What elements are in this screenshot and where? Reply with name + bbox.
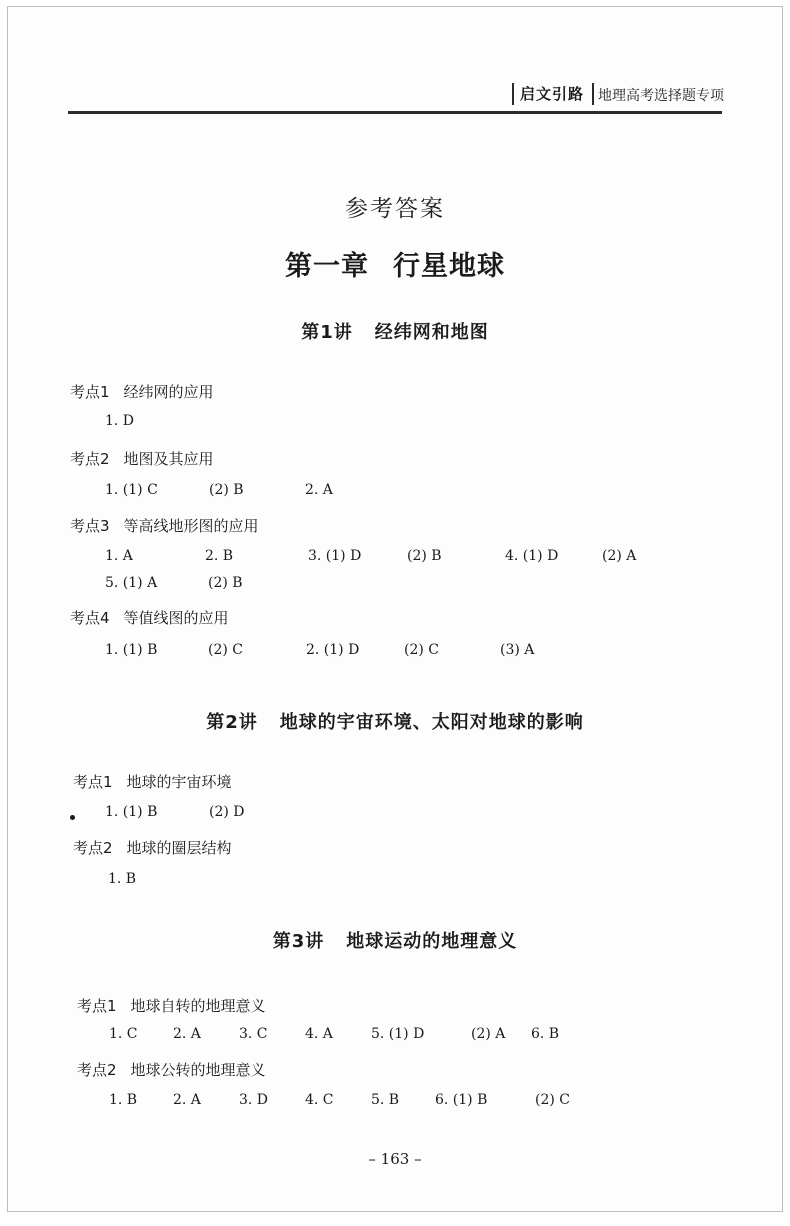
answer-title: 参考答案 (345, 196, 445, 222)
answer-item: 5. B (371, 1092, 400, 1108)
answer-item: 2. A (173, 1026, 201, 1042)
topic-label: 考点3 (70, 517, 110, 535)
topic-name: 地图及其应用 (123, 450, 214, 468)
page (7, 6, 783, 1212)
topic-heading (70, 515, 259, 536)
answer-item: (2) A (602, 548, 637, 564)
page-number: – 163 – (368, 1150, 422, 1168)
topic-label: 考点1 (77, 997, 117, 1015)
topic-label: 考点4 (70, 609, 110, 627)
brand-name: 启文引路 (520, 85, 585, 103)
topic-heading (70, 607, 229, 628)
answer-item: (2) B (209, 482, 244, 498)
topic-name: 等高线地形图的应用 (123, 517, 259, 535)
answer-item: 2. A (305, 482, 333, 498)
answer-item: 2. (1) D (306, 642, 360, 658)
topic-name: 经纬网的应用 (123, 383, 214, 401)
topic-name: 地球自转的地理意义 (130, 997, 266, 1015)
answer-item: 3. (1) D (308, 548, 362, 564)
lecture-number: 第2讲 (206, 712, 258, 733)
answer-item: 1. (1) C (105, 482, 158, 498)
topic-heading (77, 995, 266, 1016)
stray-mark (70, 815, 75, 820)
lecture-1-title (8, 318, 782, 344)
lecture-3-title (8, 927, 782, 953)
lecture-number: 第3讲 (272, 931, 325, 952)
lecture-name: 经纬网和地图 (374, 322, 489, 343)
answer-item: 5. (1) A (105, 575, 158, 591)
lecture-name: 地球运动的地理意义 (346, 931, 518, 952)
answer-item: 1. B (108, 871, 137, 887)
topic-heading (70, 448, 214, 469)
topic-label: 考点1 (73, 773, 113, 791)
answer-item: 4. A (305, 1026, 333, 1042)
answer-item: 6. B (531, 1026, 560, 1042)
answer-item: 6. (1) B (435, 1092, 488, 1108)
answer-item: 1. B (109, 1092, 138, 1108)
answer-item: (2) A (471, 1026, 506, 1042)
answer-item: 3. C (239, 1026, 268, 1042)
chapter-title (8, 244, 782, 283)
answer-item: (2) C (208, 642, 243, 658)
topic-label: 考点2 (70, 450, 110, 468)
answer-item: 2. B (205, 548, 234, 564)
topic-label: 考点1 (70, 383, 110, 401)
topic-heading (70, 381, 214, 402)
answer-item: 1. (1) B (105, 804, 158, 820)
answer-item: 1. A (105, 548, 133, 564)
topic-name: 地球的圈层结构 (126, 839, 232, 857)
topic-label: 考点2 (73, 839, 113, 857)
answer-item: (2) C (404, 642, 439, 658)
answer-item: 1. D (105, 413, 135, 429)
answer-item: 5. (1) D (371, 1026, 425, 1042)
answer-item: 2. A (173, 1092, 201, 1108)
answer-item: (2) C (535, 1092, 570, 1108)
answer-item: 4. (1) D (505, 548, 559, 564)
topic-name: 等值线图的应用 (123, 609, 229, 627)
topic-name: 地球的宇宙环境 (126, 773, 232, 791)
answer-item: 1. C (109, 1026, 138, 1042)
topic-heading (77, 1059, 266, 1080)
lecture-number: 第1讲 (301, 322, 353, 343)
chapter-number: 第一章 (285, 251, 369, 282)
answer-item: 1. (1) B (105, 642, 158, 658)
answer-item: 3. D (239, 1092, 269, 1108)
answer-item: (2) B (208, 575, 243, 591)
topic-heading (73, 837, 232, 858)
answer-item: (3) A (500, 642, 535, 658)
book-subject: 地理高考选择题专项 (598, 88, 724, 104)
topic-heading (73, 771, 232, 792)
answer-item: (2) B (407, 548, 442, 564)
topic-name: 地球公转的地理意义 (130, 1061, 266, 1079)
answer-item: 4. C (305, 1092, 334, 1108)
answer-item: (2) D (209, 804, 245, 820)
lecture-name: 地球的宇宙环境、太阳对地球的影响 (279, 712, 584, 733)
chapter-name: 行星地球 (393, 251, 505, 282)
lecture-2-title (8, 708, 782, 734)
running-header (68, 77, 722, 114)
topic-label: 考点2 (77, 1061, 117, 1079)
